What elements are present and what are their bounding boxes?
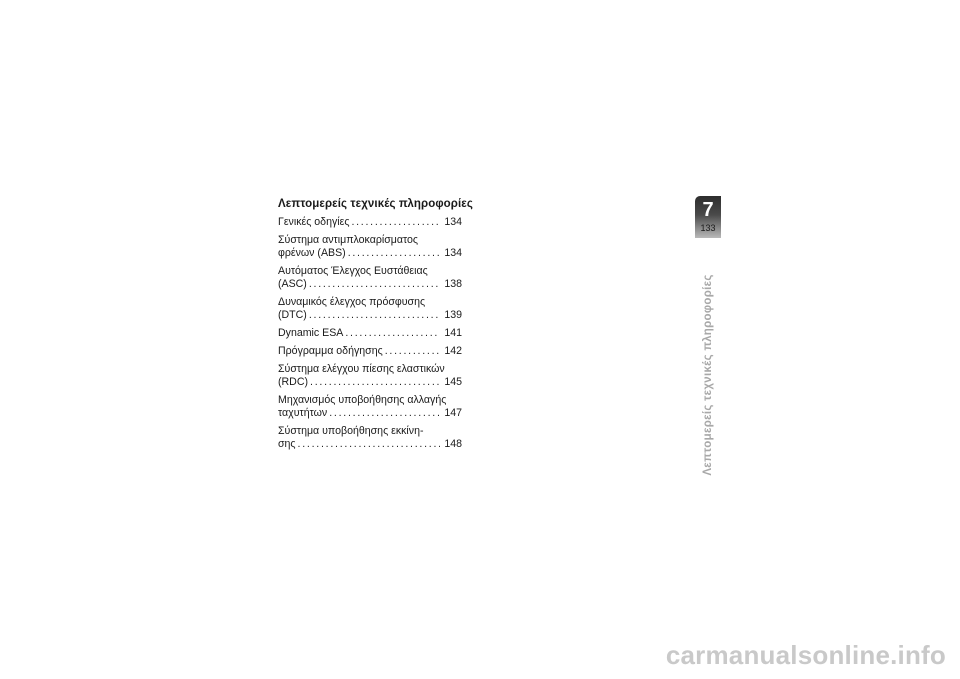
toc-entry-line [278, 309, 462, 322]
dot-leader [348, 247, 440, 260]
watermark: carmanualsonline.info [665, 640, 946, 670]
toc-entry-page: 141 [444, 327, 462, 339]
dot-leader [309, 309, 440, 322]
chapter-tab [695, 196, 721, 238]
dot-leader [309, 278, 440, 291]
toc-list [278, 216, 462, 451]
toc-entry-page: 148 [444, 438, 462, 450]
dot-leader [329, 407, 440, 420]
toc-entry-line [278, 247, 462, 260]
toc-entry-label-line1: Σύστημα αντιμπλοκαρίσματος [278, 234, 418, 246]
toc-entry-label: (ASC) [278, 278, 307, 290]
toc-entry-label: (RDC) [278, 376, 309, 388]
chapter-number: 7 [702, 199, 714, 221]
toc-entry[interactable] [278, 265, 462, 291]
toc-entry-label-line1: Σύστημα υποβοήθησης εκκίνη- [278, 425, 424, 437]
toc-entry-label: Γενικές οδηγίες [278, 216, 350, 228]
table-of-contents [278, 198, 473, 456]
toc-entry[interactable] [278, 425, 462, 451]
toc-entry-line [278, 345, 462, 358]
toc-entry-page: 139 [444, 309, 462, 321]
toc-title: Λεπτομερείς τεχνικές πληροφορίες [278, 198, 473, 210]
toc-entry-page: 147 [444, 407, 462, 419]
toc-entry-line [278, 438, 462, 451]
toc-entry-page: 142 [444, 345, 462, 357]
toc-entry[interactable] [278, 345, 462, 358]
toc-entry-label-line1: Σύστημα ελέγχου πίεσης ελαστικών [278, 363, 445, 375]
toc-entry[interactable] [278, 327, 462, 340]
dot-leader [345, 327, 440, 340]
dot-leader [298, 438, 440, 451]
toc-entry[interactable] [278, 363, 462, 389]
toc-entry-label: (DTC) [278, 309, 307, 321]
toc-entry-line [278, 216, 462, 229]
toc-entry-page: 134 [444, 216, 462, 228]
toc-entry-label: ταχυτήτων [278, 407, 328, 419]
toc-entry[interactable] [278, 216, 462, 229]
toc-entry-page: 134 [444, 247, 462, 259]
toc-entry-line [278, 278, 462, 291]
toc-entry-line [278, 376, 462, 389]
toc-entry-label: σης [278, 438, 296, 450]
toc-entry[interactable] [278, 234, 462, 260]
dot-leader [310, 376, 440, 389]
toc-entry-label: Dynamic ESA [278, 327, 344, 339]
toc-entry-label: φρένων (ABS) [278, 247, 346, 259]
toc-entry-label-line1: Μηχανισμός υποβοήθησης αλλαγής [278, 394, 447, 406]
toc-entry[interactable] [278, 296, 462, 322]
toc-entry-page: 138 [444, 278, 462, 290]
toc-entry-label: Πρόγραμμα οδήγησης [278, 345, 383, 357]
toc-entry-line [278, 407, 462, 420]
page-number: 133 [700, 223, 716, 233]
toc-entry-label-line1: Αυτόματος Έλεγχος Ευστάθειας [278, 265, 428, 277]
toc-entry-label-line1: Δυναμικός έλεγχος πρόσφυσης [278, 296, 426, 308]
toc-entry-page: 145 [444, 376, 462, 388]
vertical-chapter-title: Λεπτομερείς τεχνικές πληροφορίες [702, 274, 714, 476]
toc-entry[interactable] [278, 394, 462, 420]
toc-entry-line [278, 327, 462, 340]
dot-leader [351, 216, 440, 229]
dot-leader [385, 345, 440, 358]
